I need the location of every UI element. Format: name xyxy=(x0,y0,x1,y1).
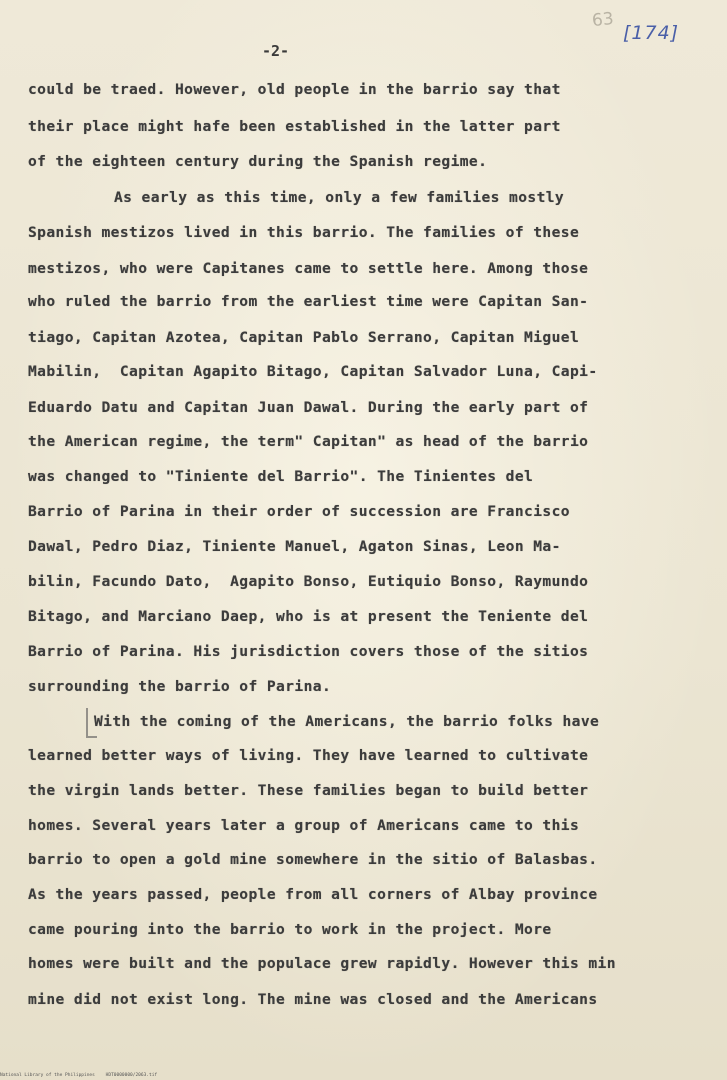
scan-footer: National Library of the Philippines HDT0000000/2063.tif xyxy=(0,1073,158,1078)
text-line: Barrio of Parina in their order of succession are Francisco xyxy=(28,503,570,520)
text-line: mine did not exist long. The mine was closed and the Americans xyxy=(28,991,598,1008)
text-line: As the years passed, people from all corners of Albay province xyxy=(28,886,598,903)
text-line: learned better ways of living. They have learned to cultivate xyxy=(28,747,589,764)
ink-page-number: [174] xyxy=(623,22,680,44)
text-line: Bitago, and Marciano Daep, who is at present the Teniente del xyxy=(28,608,589,625)
text-line: homes. Several years later a group of Americans came to this xyxy=(28,817,580,834)
pencil-page-number: 63 xyxy=(591,8,615,32)
text-line: With the coming of the Americans, the barrio folks have xyxy=(94,713,600,730)
text-line: tiago, Capitan Azotea, Capitan Pablo Serrano, Capitan Miguel xyxy=(28,329,580,346)
text-line: was changed to "Tiniente del Barrio". The Tinientes del xyxy=(28,468,534,485)
text-line: Eduardo Datu and Capitan Juan Dawal. During the early part of xyxy=(28,399,589,416)
text-line: who ruled the barrio from the earliest time were Capitan San- xyxy=(28,293,589,310)
text-line: Dawal, Pedro Diaz, Tiniente Manuel, Agaton Sinas, Leon Ma- xyxy=(28,538,561,555)
text-line: mestizos, who were Capitanes came to settle here. Among those xyxy=(28,260,589,277)
text-line: came pouring into the barrio to work in the project. More xyxy=(28,921,552,938)
text-line: Barrio of Parina. His jurisdiction covers those of the sitios xyxy=(28,643,589,660)
text-line: Mabilin, Capitan Agapito Bitago, Capitan Salvador Luna, Capi- xyxy=(28,363,598,380)
text-line: their place might hafe been established in the latter part xyxy=(28,118,561,135)
page-number: -2- xyxy=(262,42,290,60)
text-line: the American regime, the term" Capitan" as head of the barrio xyxy=(28,433,589,450)
text-line: could be traed. However, old people in the barrio say that xyxy=(28,81,561,98)
text-line: barrio to open a gold mine somewhere in the sitio of Balasbas. xyxy=(28,851,598,868)
text-line: As early as this time, only a few families mostly xyxy=(114,189,565,206)
text-line: of the eighteen century during the Spanish regime. xyxy=(28,153,488,170)
text-line: surrounding the barrio of Parina. xyxy=(28,678,332,695)
text-line: bilin, Facundo Dato, Agapito Bonso, Eutiquio Bonso, Raymundo xyxy=(28,573,589,590)
text-line: Spanish mestizos lived in this barrio. The families of these xyxy=(28,224,580,241)
text-line: the virgin lands better. These families began to build better xyxy=(28,782,589,799)
text-line: homes were built and the populace grew rapidly. However this min xyxy=(28,955,616,972)
